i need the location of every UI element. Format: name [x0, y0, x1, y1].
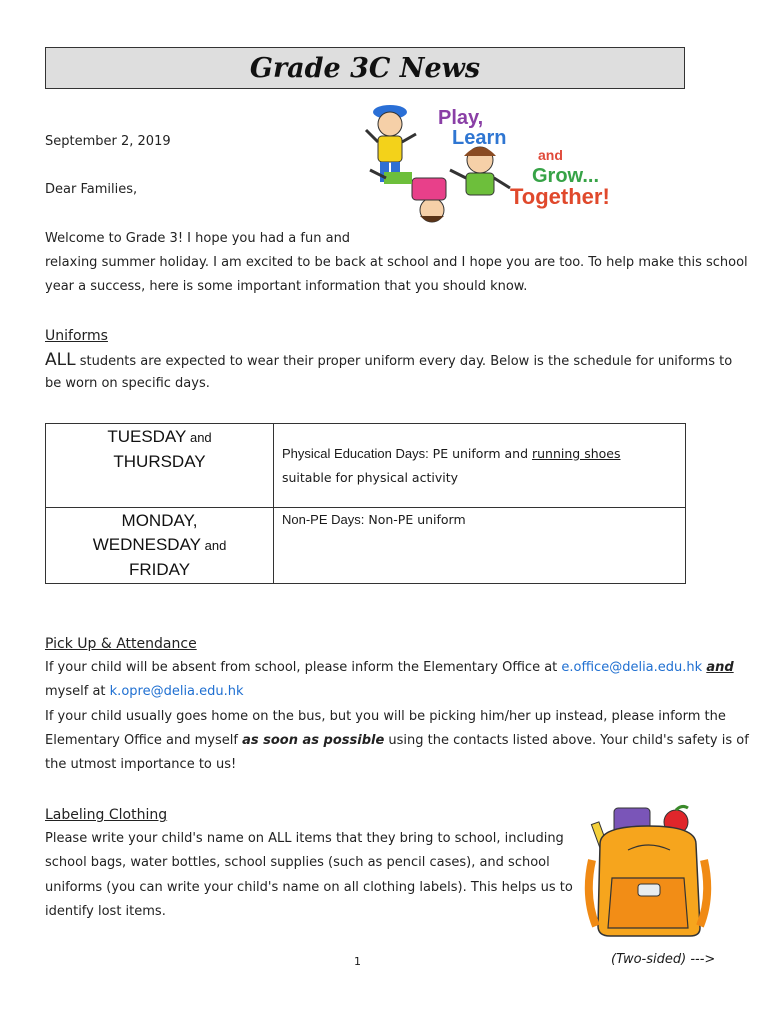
non-pe-days-label: Non-PE Days: [282, 512, 365, 527]
and-word: and [538, 147, 563, 163]
pe-days-cell [46, 424, 274, 508]
uniforms-line-1-text: students are expected to wear their proper uniform every day. Below is the schedule for uniforms to [75, 354, 733, 369]
labeling-line-3: uniforms (you can write your child's name on all clothing labels). This helps us to [45, 880, 573, 895]
play-word: Play, [438, 107, 484, 129]
learn-word: Learn [452, 127, 507, 149]
labeling-line-1: Please write your child's name on ALL items that they bring to school, including [45, 831, 564, 846]
pe-days-text-b: suitable for physical activity [282, 469, 458, 485]
play-learn-grow-clipart [360, 100, 680, 228]
uniforms-line-2: be worn on specific days. [45, 376, 210, 391]
labeling-line-2: school bags, water bottles, school supplies (such as pencil cases), and school [45, 855, 550, 870]
day-friday: FRIDAY [128, 560, 191, 579]
non-pe-days-cell [46, 508, 274, 584]
uniform-schedule-table [45, 423, 686, 584]
intro-line-2: relaxing summer holiday. I am excited to be back at school and I hope you are too. To help make this school [45, 255, 748, 270]
pickup-line-5: the utmost importance to us! [45, 757, 237, 772]
non-pe-days-description [274, 508, 686, 584]
labeling-heading: Labeling Clothing [45, 807, 168, 823]
teacher-email-link[interactable]: k.opre@delia.edu.hk [109, 684, 244, 699]
day-tuesday: TUESDAY [107, 427, 187, 446]
pickup-line-2 [45, 680, 244, 705]
pickup-line-4 [45, 729, 749, 754]
letter-date: September 2, 2019 [45, 134, 171, 149]
intro-line-1: Welcome to Grade 3! I hope you had a fun and [45, 231, 351, 246]
pickup-text: myself at [45, 684, 110, 699]
table-row [46, 424, 686, 508]
and-emphasis: and [706, 660, 734, 675]
day-monday: MONDAY, [121, 511, 198, 530]
together-word: Together! [510, 184, 610, 209]
pickup-text: Elementary Office and myself [45, 733, 243, 748]
uniforms-heading: Uniforms [45, 328, 108, 344]
elementary-office-email-link[interactable]: e.office@delia.edu.hk [561, 660, 703, 675]
and-label: and [201, 538, 227, 553]
letter-greeting: Dear Families, [45, 182, 138, 197]
pe-days-label: Physical Education Days: [282, 445, 429, 461]
grow-word: Grow... [532, 165, 600, 187]
two-sided-note: (Two-sided) ---> [611, 952, 716, 967]
running-shoes-text: running shoes [532, 445, 621, 461]
day-wednesday: WEDNESDAY [92, 535, 201, 554]
day-thursday: THURSDAY [113, 452, 206, 471]
pickup-line-3: If your child usually goes home on the bus, but you will be picking him/her up instead, please inform the [45, 709, 726, 724]
labeling-line-4: identify lost items. [45, 904, 166, 919]
table-row [46, 508, 686, 584]
page-number: 1 [354, 955, 361, 968]
uniforms-all-word: ALL [45, 350, 76, 370]
pe-days-text-a: PE uniform and [428, 445, 532, 461]
and-label: and [186, 430, 212, 445]
uniforms-line-1 [45, 348, 732, 375]
newsletter-title: Grade 3C News [249, 52, 481, 84]
non-pe-days-text: Non-PE uniform [364, 512, 466, 527]
pe-days-description [274, 424, 686, 508]
pickup-line-1 [45, 656, 734, 681]
pickup-text: If your child will be absent from school, please inform the Elementary Office at [45, 660, 562, 675]
girl-figure-icon [450, 147, 510, 195]
newsletter-title-box [45, 47, 685, 89]
pickup-text: using the contacts listed above. Your child's safety is of [384, 733, 749, 748]
backpack-icon [578, 800, 728, 942]
asap-emphasis: as soon as possible [242, 733, 385, 748]
intro-line-3: year a success, here is some important information that you should know. [45, 279, 528, 294]
pickup-heading: Pick Up & Attendance [45, 636, 197, 652]
